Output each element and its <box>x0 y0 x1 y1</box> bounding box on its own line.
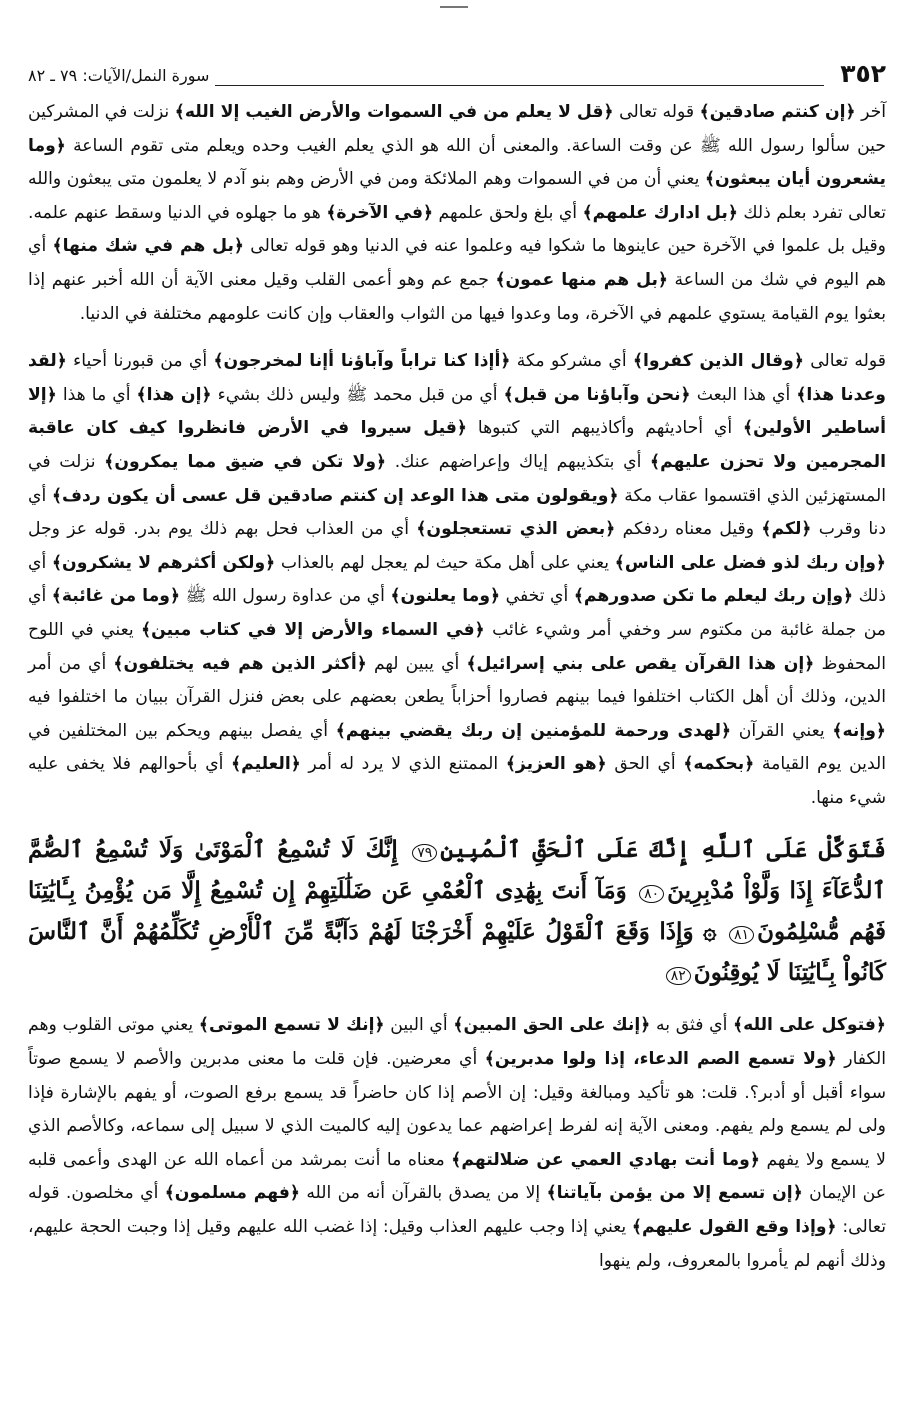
quoted-verse-text: ﴿إنك لا تسمع الموتى﴾ <box>198 1015 385 1036</box>
commentary-text: جمع عم وهو أعمى القلب وقيل معنى الآية أن الله أخبر عنهم إذا بعثوا يوم القيامة يستوي علمهم في الآخرة، وما وعدوا فيها من الثواب والعقاب وإن كانت علومهم مختلفة في الدنيا. <box>28 269 886 324</box>
quoted-verse-text: ﴿لقد وعدنا هذا﴾ <box>28 351 886 405</box>
quoted-verse-text: ﴿وإن ربك ليعلم ما تكن صدورهم﴾ <box>573 586 854 607</box>
quoted-verse-text: ﴿إن هذا﴾ <box>136 384 212 405</box>
quran-verses-block <box>28 831 886 995</box>
commentary-paragraph <box>28 96 886 331</box>
quoted-verse-text: ﴿وإنه﴾ <box>832 720 886 741</box>
commentary-text: أي ذلك <box>28 552 886 607</box>
verse-text: ۞ وَإِذَا وَقَعَ ٱلْقَوْلُ عَلَيْهِمْ أَخْرَجْنَا لَهُمْ دَآبَّةً مِّنَ ٱلْأَرْضِ تُكَلِّمُهُمْ أَنَّ ٱلنَّاسَ كَانُواْ بِـَٔايَٰتِنَا لَا يُوقِنُونَ <box>28 918 886 987</box>
page-header <box>28 60 886 86</box>
commentary-text: أي من جملة غائبة من مكتوم سر وخفي أمر وشيء غائب <box>28 586 886 640</box>
quoted-verse-text: ﴿وما يعلنون﴾ <box>390 586 501 607</box>
quoted-verse-text: ﴿إلا أساطير الأولين﴾ <box>28 384 886 439</box>
quoted-verse-text: ﴿ويقولون متى هذا الوعد إن كنتم صادقين قل عسى أن يكون ردف﴾ <box>51 485 619 506</box>
quoted-verse-text: ﴿نحن وآباؤنا من قبل﴾ <box>503 384 691 405</box>
quoted-verse-text: ﴿في الآخرة﴾ <box>326 202 434 223</box>
commentary-text: أي ما هذا <box>56 384 137 405</box>
commentary-text: أي هم اليوم في شك من الساعة <box>28 236 886 290</box>
quoted-verse-text: ﴿بحكمه﴾ <box>683 754 755 775</box>
page-number: ٣٥٢ <box>840 59 886 88</box>
quoted-verse-text: ﴿لكم﴾ <box>761 519 812 540</box>
quoted-verse-text: ﴿ولا تكن في ضيق مما يمكرون﴾ <box>104 451 387 472</box>
quoted-verse-text: ﴿إنك على الحق المبين﴾ <box>453 1015 651 1036</box>
commentary-text: إلا من يصدق بالقرآن أنه من الله <box>299 1183 547 1204</box>
quoted-verse-text: ﴿هو العزيز﴾ <box>505 754 607 775</box>
quoted-verse-text: ﴿قل لا يعلم من في السموات والأرض الغيب إلا الله﴾ <box>174 102 614 122</box>
quoted-verse-text: ﴿أإذا كنا تراباً وآباؤنا أإنا لمخرجون﴾ <box>213 351 511 372</box>
commentary-text: أي الحق <box>606 754 684 775</box>
quoted-verse-text: ﴿بل هم في شك منها﴾ <box>52 236 245 257</box>
commentary-text: أي أحاديثهم وأكاذيبهم التي كتبوها <box>466 418 744 439</box>
commentary-text: أي مشركو مكة <box>510 351 633 372</box>
commentary-text: أي من عداوة رسول الله ﷺ <box>180 586 391 607</box>
verse-text: وَمَآ أَنتَ بِهَٰدِى ٱلْعُمْىِ عَن ضَلَٰلَتِهِمْ إِن تُسْمِعُ إِلَّا مَن يُؤْمِنُ بِـَٔايَٰتِنَا فَهُم مُّسْلِمُونَ <box>28 877 887 946</box>
commentary-text: أي من العذاب فحل بهم ذلك يوم بدر. قوله عز وجل <box>28 519 417 540</box>
commentary-text: أي بلغ ولحق علمهم <box>433 202 583 223</box>
quoted-verse-text: ﴿بل ادارك علمهم﴾ <box>582 202 738 223</box>
verse-text: إِنَّكَ لَا تُسْمِعُ ٱلْمَوْتَىٰ وَلَا تُسْمِعُ ٱلصُّمَّ ٱلدُّعَآءَ إِذَا وَلَّوْاْ مُدْبِرِينَ <box>28 836 886 905</box>
quoted-verse-text: ﴿إن تسمع إلا من يؤمن بآياتنا﴾ <box>546 1183 803 1204</box>
commentary-text: آخر <box>855 102 887 122</box>
quoted-verse-text: ﴿ولا تسمع الصم الدعاء، إذا ولوا مدبرين﴾ <box>484 1049 837 1070</box>
quoted-verse-text: ﴿وإذا وقع القول عليهم﴾ <box>631 1217 837 1238</box>
commentary-text: الممتنع الذي لا يرد له أمر <box>300 754 506 775</box>
header-rule <box>215 75 824 86</box>
commentary-text: يعني في اللوح المحفوظ <box>28 619 886 674</box>
quoted-verse-text: ﴿إن كنتم صادقين﴾ <box>699 102 856 122</box>
commentary-text: أي مخلصون. قوله تعالى: <box>28 1183 886 1238</box>
quoted-verse-text: ﴿قيل سيروا في الأرض فانظروا كيف كان عاقبة المجرمين ولا تحزن عليهم﴾ <box>28 418 886 472</box>
ayah-number-marker: ٧٩ <box>412 844 437 862</box>
commentary-text: أي من قبورنا أحياء <box>66 351 214 372</box>
quoted-verse-text: ﴿بل هم منها عمون﴾ <box>495 269 668 290</box>
quoted-verse-text: ﴿وما من غائبة﴾ <box>51 586 181 607</box>
ayah-number-marker: ٨٢ <box>666 967 691 985</box>
commentary-text: نزلت في المشركين حين سألوا رسول الله ﷺ عن وقت الساعة. والمعنى أن الله هو الذي يعلم الغيب وحده ويعلم متى تقوم الساعة <box>28 102 886 156</box>
quoted-verse-text: ﴿فهم مسلمون﴾ <box>164 1183 300 1204</box>
commentary-text: معناه ما أنت بمرشد من أعماه الله عن الهدى وأعمى قلبه عن الإيمان <box>28 1149 886 1204</box>
commentary-text: أي فثق به <box>650 1015 734 1036</box>
commentary-text: أي من أمر الدين، وذلك أن أهل الكتاب اختلفوا فيما بينهم فصاروا أحزاباً يطعن بعضهم على بعض فنزل القرآن ببيان ما اختلفوا فيه <box>28 653 886 708</box>
quoted-verse-text: ﴿إن هذا القرآن يقص على بني إسرائيل﴾ <box>466 653 815 674</box>
scan-mark <box>440 6 468 8</box>
commentary-text: نزلت في المستهزئين الذي اقتسموا عقاب مكة <box>28 451 886 506</box>
commentary-text: أي يفصل بينهم ويحكم بين المختلفين في الدين يوم القيامة <box>28 720 886 775</box>
ayah-number-marker: ٨٠ <box>639 885 664 903</box>
commentary-text: أي هذا البعث <box>690 384 797 405</box>
quoted-verse-text: ﴿ولكن أكثرهم لا يشكرون﴾ <box>51 552 276 573</box>
commentary-text: أي بتكذيبهم إياك وإعراضهم عنك. <box>386 451 651 472</box>
quoted-verse-text: ﴿لهدى ورحمة للمؤمنين إن ربك يقضي بينهم﴾ <box>335 720 732 741</box>
ayah-number-marker: ٨١ <box>729 926 754 944</box>
quoted-verse-text: ﴿في السماء والأرض إلا في كتاب مبين﴾ <box>141 619 485 640</box>
commentary-text: أي يبين لهم <box>366 653 467 674</box>
commentary-paragraph <box>28 345 886 815</box>
surah-verse-range: سورة النمل/الآيات: ٧٩ ـ ٨٢ <box>28 66 210 85</box>
commentary-text: يعني على أهل مكة حيث لم يعجل لهم بالعذاب <box>275 552 615 573</box>
commentary-text: قوله تعالى <box>613 102 700 122</box>
commentary-text: أي تخفي <box>500 586 574 607</box>
verse-text: فَتَوَكَّلْ عَلَى ٱللَّهِ إِنَّكَ عَلَى ٱلْحَقِّ ٱلْمُبِينِ <box>440 836 886 864</box>
quoted-verse-text: ﴿فتوكل على الله﴾ <box>733 1015 887 1036</box>
commentary-text: أي دنا وقرب <box>28 485 886 540</box>
quoted-verse-text: ﴿وقال الذين كفروا﴾ <box>632 351 804 372</box>
quoted-verse-text: ﴿أكثر الذين هم فيه يختلفون﴾ <box>113 653 367 674</box>
commentary-text: يعني القرآن <box>731 720 833 741</box>
commentary-text: أي من قبل محمد ﷺ وليس ذلك بشيء <box>211 384 504 405</box>
commentary-text: أي معرضين. فإن قلت ما معنى مدبرين والأصم لا يسمع صوتاً سواء أقبل أو أدبر؟. قلت: هو تأكيد ومبالغة وقيل: إن الأصم إذا كان حاضراً قد يسمع برفع الصوت، أو يفهم بالإشارة فإذا ولى لم يسمع ولم يفهم. ومعنى الآية إنه لفرط إعراضهم عما يدعون إليه كالميت الذي لا سبيل إلى سماعه، وكالأصم الذي لا يسمع ولا يفهم <box>28 1049 886 1170</box>
commentary-text: هو ما جهلوه في الدنيا وسقط عنهم علمه. وقيل بل علموا في الآخرة حين عاينوها ما شكوا فيه وعلموا عنه في الدنيا وهو قوله تعالى <box>28 202 886 257</box>
quoted-verse-text: ﴿وإن ربك لذو فضل على الناس﴾ <box>614 552 886 573</box>
commentary-text: يعني أن من في السموات وهم الملائكة ومن في الأرض وهم بنو آدم لا يعلمون متى يبعثون والله تعالى تفرد بعلم ذلك <box>28 169 886 223</box>
quoted-verse-text: ﴿العليم﴾ <box>231 754 301 775</box>
quoted-verse-text: ﴿وما يشعرون أيان يبعثون﴾ <box>28 135 886 190</box>
commentary-text: يعني إذا وجب عليهم العذاب وقيل: إذا غضب الله عليهم وقيل إذا وجبت الحجة عليهم، وذلك أنهم لم يأمروا بالمعروف، ولم ينهوا <box>28 1217 886 1271</box>
commentary-paragraph <box>28 1009 886 1278</box>
commentary-text: أي البين <box>384 1015 454 1036</box>
commentary-text: قوله تعالى <box>803 351 886 372</box>
commentary-text: وقيل معناه ردفكم <box>615 519 762 540</box>
commentary-body <box>28 96 886 1278</box>
quoted-verse-text: ﴿بعض الذي تستعجلون﴾ <box>416 519 616 540</box>
commentary-text: أي بأحوالهم فلا يخفى عليه شيء منها. <box>28 754 886 808</box>
commentary-text: يعني موتى القلوب وهم الكفار <box>28 1015 886 1070</box>
quoted-verse-text: ﴿وما أنت بهادي العمي عن ضلالتهم﴾ <box>451 1149 760 1170</box>
